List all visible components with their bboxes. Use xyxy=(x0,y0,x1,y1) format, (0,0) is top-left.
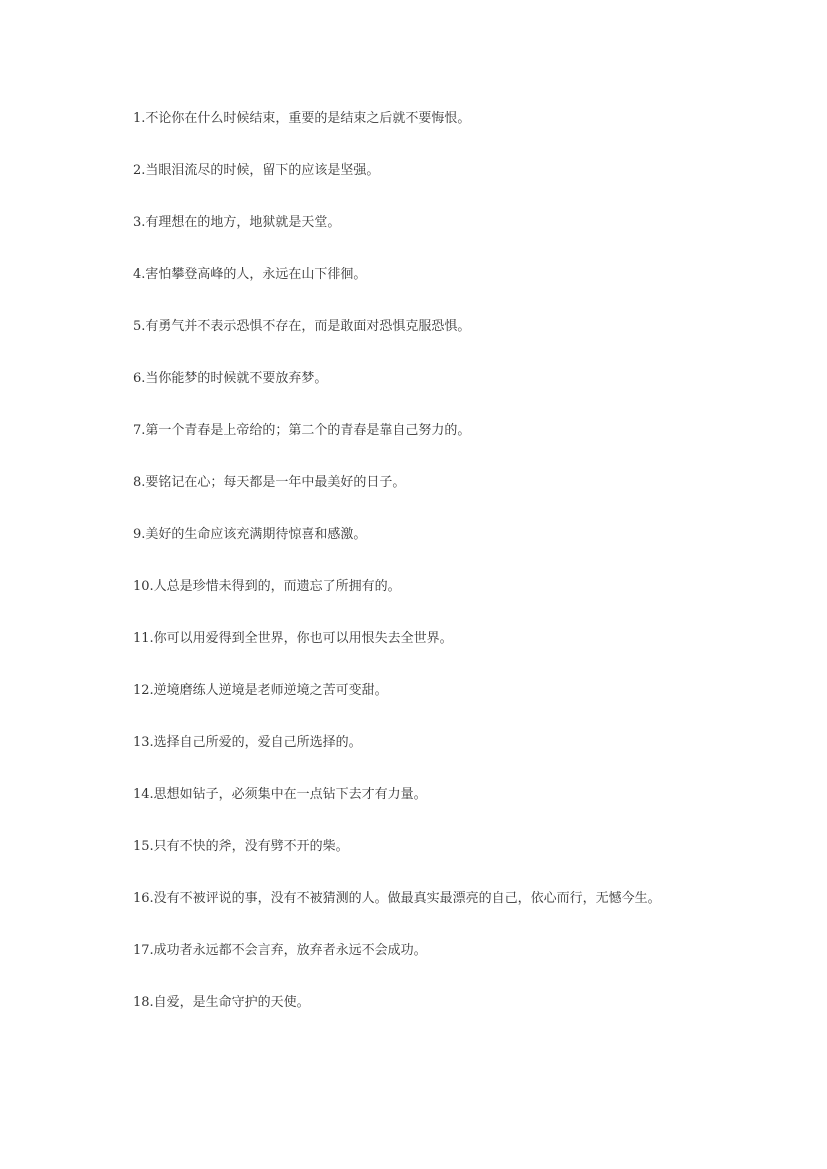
quote-item: 17.成功者永远都不会言弃，放弃者永远不会成功。 xyxy=(133,943,427,958)
quote-item: 10.人总是珍惜未得到的，而遗忘了所拥有的。 xyxy=(133,579,401,594)
quote-item: 14.思想如钻子，必须集中在一点钻下去才有力量。 xyxy=(133,787,427,802)
quote-item: 15.只有不快的斧，没有劈不开的柴。 xyxy=(133,839,349,854)
quote-item: 4.害怕攀登高峰的人，永远在山下徘徊。 xyxy=(133,267,367,282)
quote-item: 16.没有不被评说的事，没有不被猜测的人。做最真实最漂亮的自己，依心而行，无憾今生。 xyxy=(133,891,661,906)
quote-item: 3.有理想在的地方，地狱就是天堂。 xyxy=(133,215,341,230)
quote-item: 8.要铭记在心；每天都是一年中最美好的日子。 xyxy=(133,475,406,490)
quote-item: 2.当眼泪流尽的时候，留下的应该是坚强。 xyxy=(133,163,380,178)
quote-item: 6.当你能梦的时候就不要放弃梦。 xyxy=(133,371,328,386)
quote-item: 13.选择自己所爱的，爱自己所选择的。 xyxy=(133,735,362,750)
quote-item: 18.自爱，是生命守护的天使。 xyxy=(133,995,310,1010)
quote-item: 7.第一个青春是上帝给的；第二个的青春是靠自己努力的。 xyxy=(133,423,471,438)
quote-item: 12.逆境磨练人逆境是老师逆境之苦可变甜。 xyxy=(133,683,388,698)
quote-item: 5.有勇气并不表示恐惧不存在，而是敢面对恐惧克服恐惧。 xyxy=(133,319,471,334)
quote-item: 1.不论你在什么时候结束，重要的是结束之后就不要悔恨。 xyxy=(133,111,471,126)
quote-item: 11.你可以用爱得到全世界，你也可以用恨失去全世界。 xyxy=(133,631,453,646)
quote-list xyxy=(133,106,713,1042)
quote-item: 9.美好的生命应该充满期待惊喜和感激。 xyxy=(133,527,367,542)
